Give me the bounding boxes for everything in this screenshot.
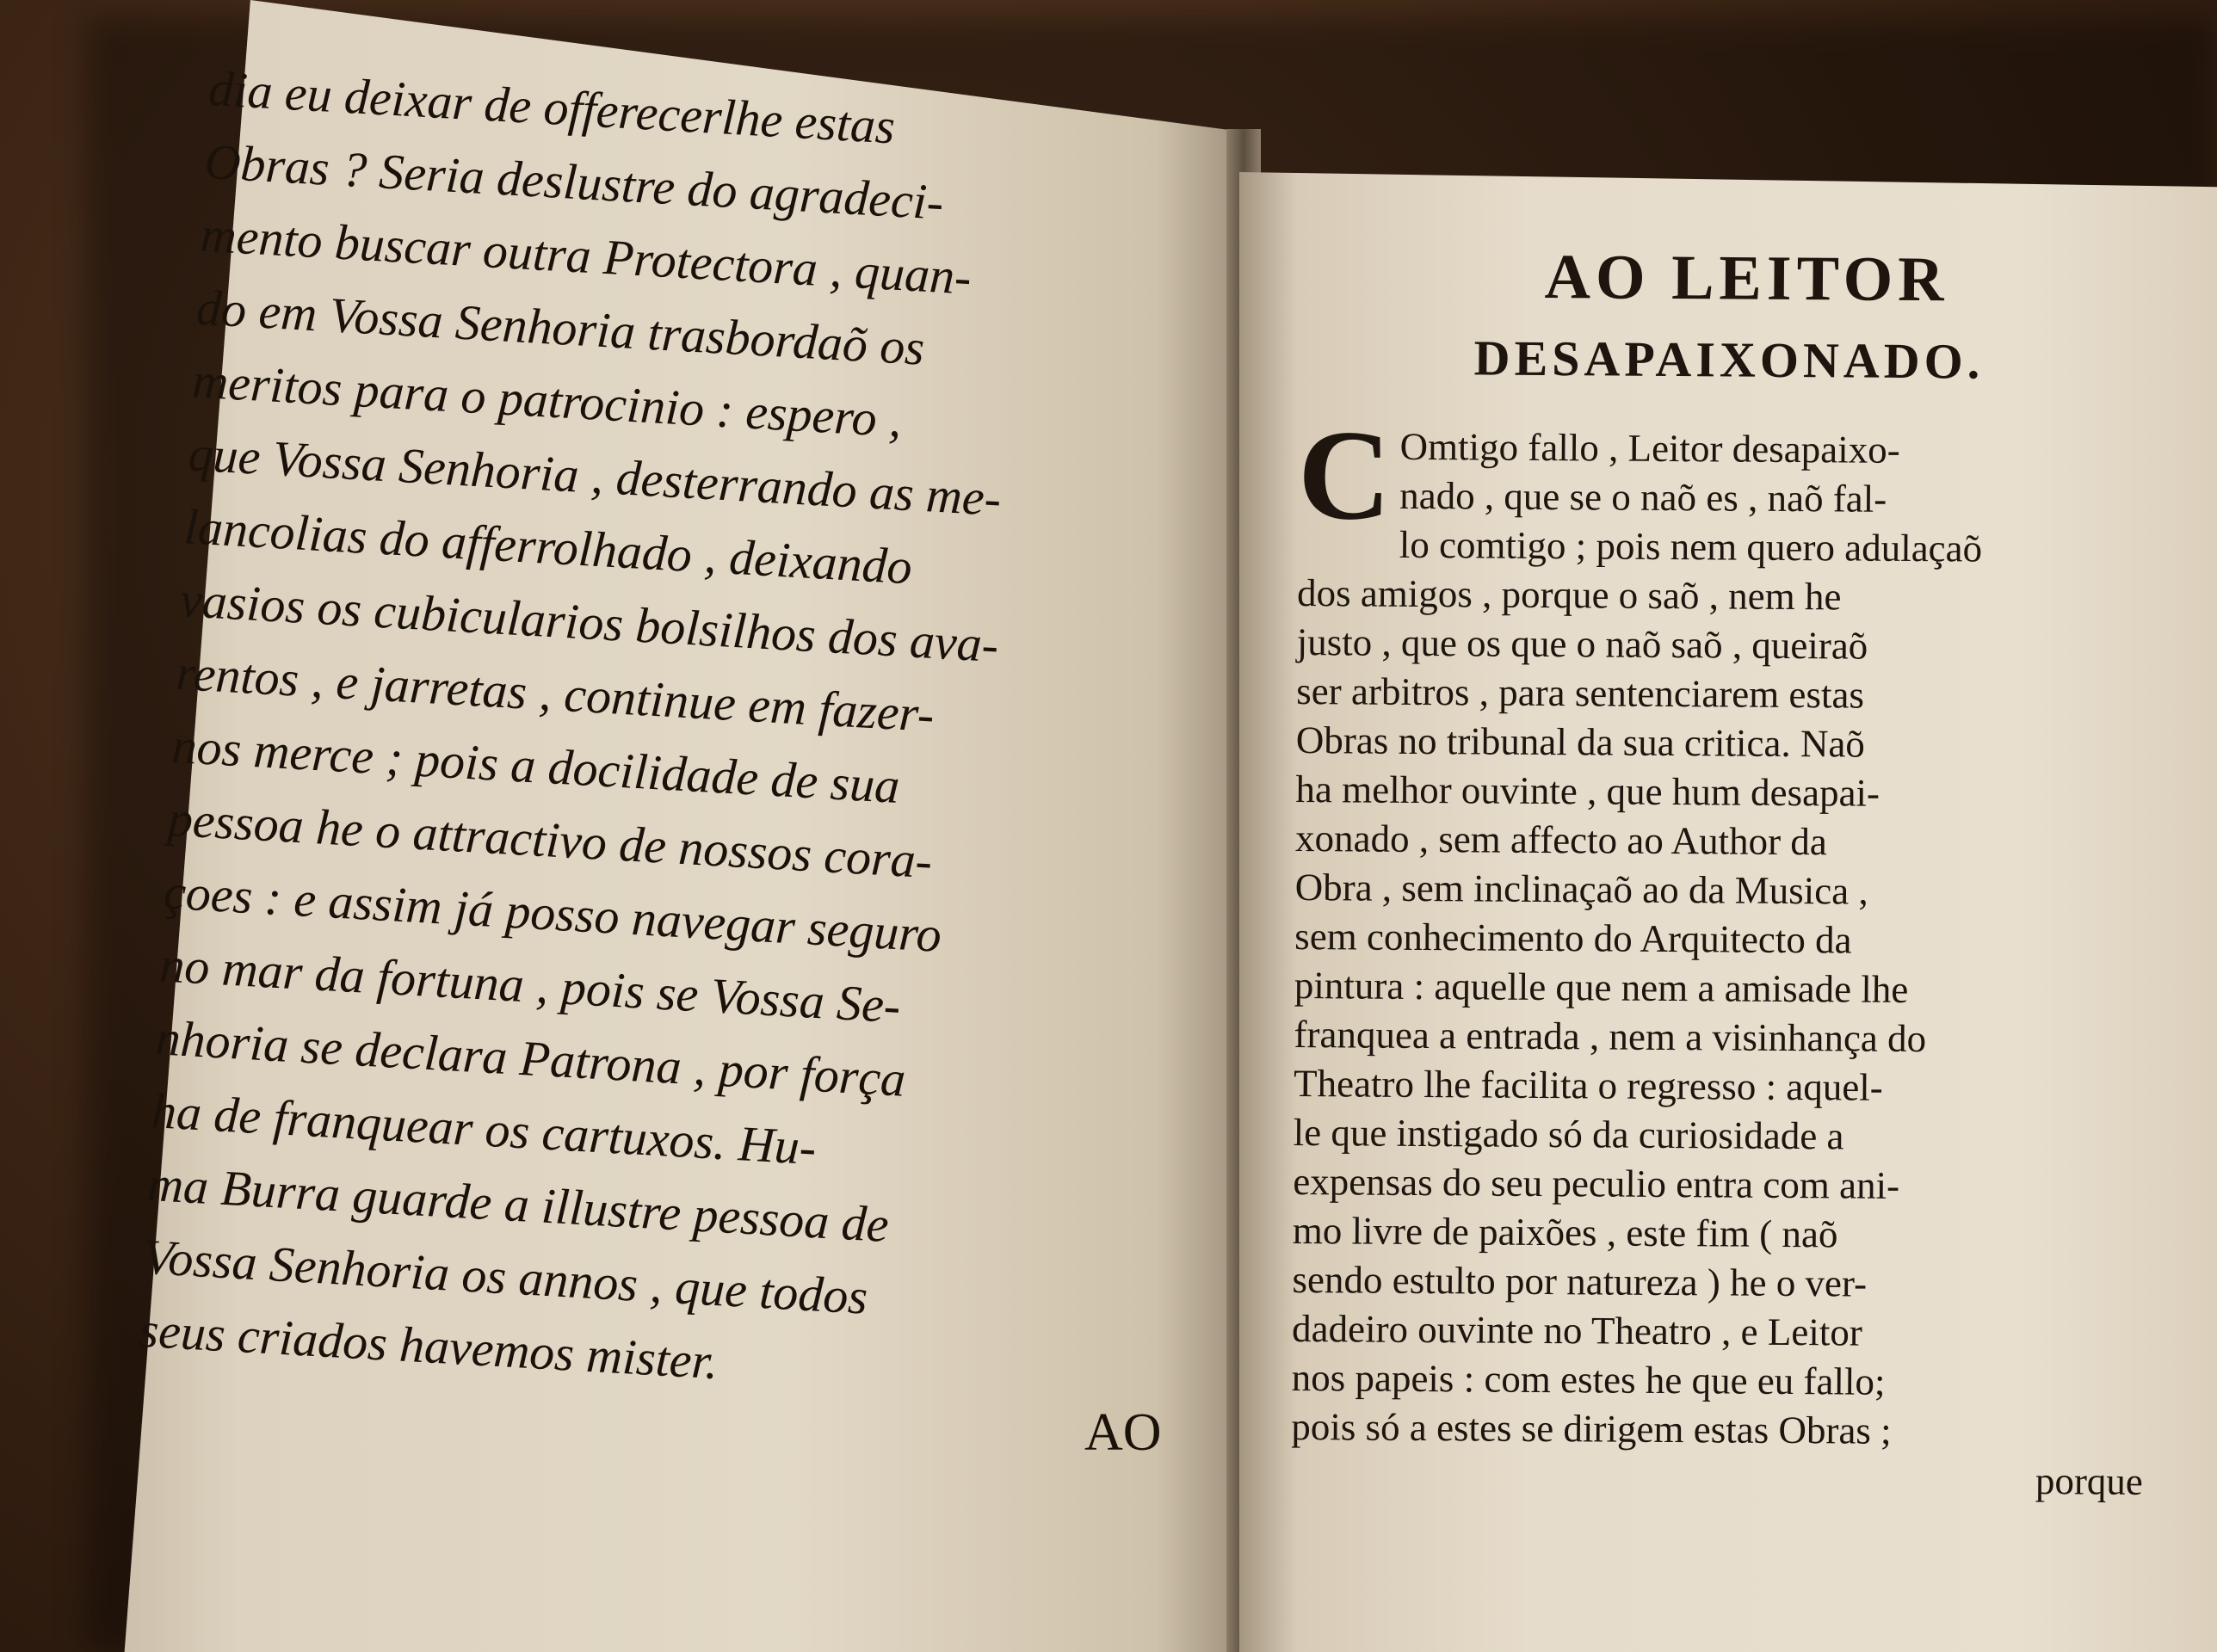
text-line: dos amigos , porque o saõ , nem he — [1296, 570, 1842, 619]
page-title: AO LEITOR — [1544, 241, 1949, 316]
text-line: xonado , sem affecto ao Author da — [1294, 816, 1827, 864]
text-line: Obras ? Seria deslustre do agradeci- — [203, 133, 946, 231]
text-line: justo , que os que o naõ saõ , queiraõ — [1296, 620, 1868, 668]
text-line: ha melhor ouvinte , que hum desapai- — [1295, 767, 1880, 815]
text-line: ser arbitros , para sentenciarem estas — [1296, 669, 1865, 717]
right-body — [1291, 403, 2159, 1507]
text-line: sendo estulto por natureza ) he o ver- — [1292, 1257, 1868, 1305]
text-line: seus criados havemos mister. — [138, 1301, 720, 1390]
text-line: nado , que se o naõ es , naõ fal- — [1399, 473, 1887, 521]
text-line: mo livre de paixões , este fim ( naõ — [1292, 1208, 1838, 1256]
right-catchword: porque — [2035, 1459, 2144, 1503]
text-line: ha de franquear os cartuxos. Hu- — [150, 1082, 818, 1176]
text-line: nhoria se declara Patrona , por força — [154, 1009, 908, 1107]
left-catchword: AO — [1084, 1403, 1162, 1462]
page-subtitle: DESAPAIXONADO. — [1473, 330, 1985, 390]
text-line: franquea a entrada , nem a visinhança do — [1294, 1012, 1927, 1061]
text-line: lancolias do afferrolhado , deixando — [182, 498, 914, 595]
text-line: Theatro lhe facilita o regresso : aquel- — [1293, 1061, 1883, 1109]
text-line: pintura : aquelle que nem a amisade lhe — [1294, 963, 1909, 1011]
text-line: rentos , e jarretas , continue em fazer- — [174, 644, 936, 743]
left-page-text — [138, 52, 1178, 1420]
text-line: lo comtigo ; pois nem quero adulaçaõ — [1399, 522, 1983, 570]
text-line: Obras no tribunal da sua critica. Naõ — [1295, 718, 1866, 766]
text-line: nos merce ; pois a docilidade de sua — [170, 717, 902, 814]
text-line: Obra , sem inclinaçaõ ao da Musica , — [1294, 865, 1868, 913]
text-line: Omtigo fallo , Leitor desapaixo- — [1399, 424, 1900, 472]
text-line: pois só a estes se dirigem estas Obras ; — [1291, 1404, 1892, 1452]
text-line: nos papeis : com estes he que eu fallo; — [1291, 1355, 1886, 1403]
text-line: vasios os cubicularios bolsilhos dos ava- — [178, 571, 1000, 674]
text-line: sem conhecimento do Arquitecto da — [1294, 914, 1852, 962]
text-line: dia eu deixar de offerecerlhe estas — [207, 59, 897, 155]
drop-cap: C — [1297, 403, 1392, 547]
right-page-text — [1291, 232, 2160, 1507]
text-line: meritos para o patrocinio : espero , — [190, 352, 904, 448]
text-line: ma Burra guarde a illustre pessoa de — [145, 1155, 891, 1254]
text-line: Vossa Senhoria os annos , que todos — [141, 1228, 869, 1325]
text-line: mento buscar outra Protectora , quan- — [199, 206, 973, 305]
text-line: que Vossa Senhoria , desterrando as me- — [187, 425, 1003, 527]
text-line: do em Vossa Senhoria trasbordaõ os — [195, 279, 926, 376]
text-line: le que instigado só da curiosidade a — [1293, 1110, 1844, 1158]
text-line: pessoa he o attractivo de nossos cora- — [166, 790, 934, 890]
text-line: dadeiro ouvinte no Theatro , e Leitor — [1291, 1306, 1862, 1354]
text-line: çoes : e assim já posso navegar seguro — [162, 863, 943, 963]
text-line: expensas do seu peculio entra com ani- — [1293, 1159, 1900, 1207]
text-line: no mar da fortuna , pois se Vossa Se- — [157, 936, 903, 1034]
